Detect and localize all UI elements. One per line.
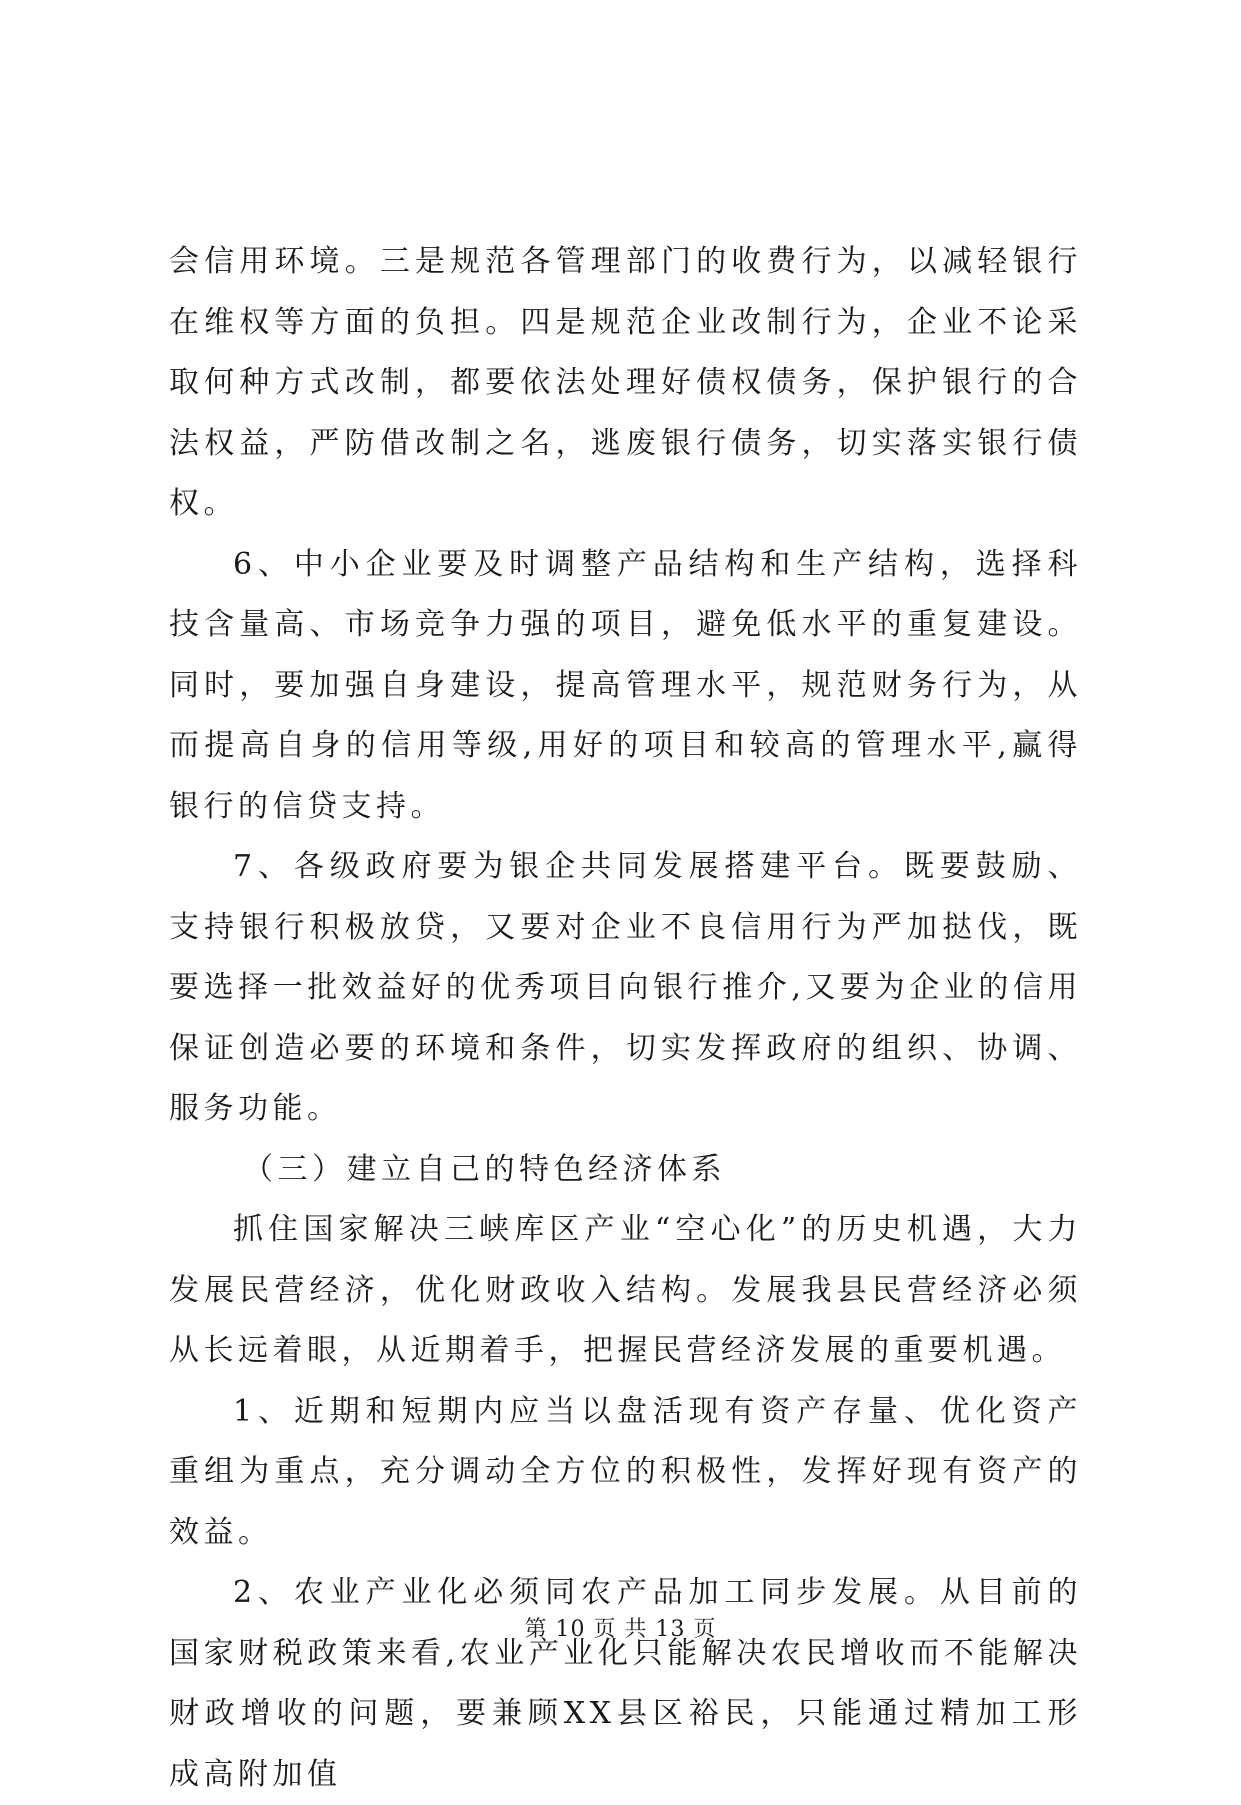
paragraph-item-6: 6、中小企业要及时调整产品结构和生产结构，选择科技含量高、市场竞争力强的项目，避免低水平的重复建设。同时，要加强自身建设，提高管理水平，规范财务行为，从而提高自身的信用等级,用好的项目和较高的管理水平,赢得银行的信贷支持。 <box>169 546 1082 824</box>
paragraph-item-1: 1、近期和短期内应当以盘活现有资产存量、优化资产重组为重点，充分调动全方位的积极性，发挥好现有资产的效益。 <box>169 1393 1082 1550</box>
section-heading: （三）建立自己的特色经济体系 <box>243 1151 726 1187</box>
page-footer: 第 10 页 共 13 页 <box>524 1617 717 1642</box>
document-body <box>169 232 1082 1805</box>
paragraph-item-2: 2、农业产业化必须同农产品加工同步发展。从目前的国家财税政策来看,农业产业化只能解决农民增收而不能解决财政增收的问题，要兼顾XX县区裕民，只能通过精加工形成高附加值 <box>169 1575 1082 1792</box>
paragraph-intro: 抓住国家解决三峡库区产业“空心化”的历史机遇，大力发展民营经济，优化财政收入结构。发展我县民营经济必须从长远着眼，从近期着手，把握民营经济发展的重要机遇。 <box>169 1212 1082 1368</box>
paragraph-continuation: 会信用环境。三是规范各管理部门的收费行为，以减轻银行在维权等方面的负担。四是规范企业改制行为，企业不论采取何种方式改制，都要依法处理好债权债务，保护银行的合法权益，严防借改制之名，逃废银行债务，切实落实银行债权。 <box>169 244 1082 521</box>
paragraph-item-7: 7、各级政府要为银企共同发展搭建平台。既要鼓励、支持银行积极放贷，又要对企业不良信用行为严加挞伐，既要选择一批效益好的优秀项目向银行推介,又要为企业的信用保证创造必要的环境和条件，切实发挥政府的组织、协调、服务功能。 <box>169 849 1082 1126</box>
